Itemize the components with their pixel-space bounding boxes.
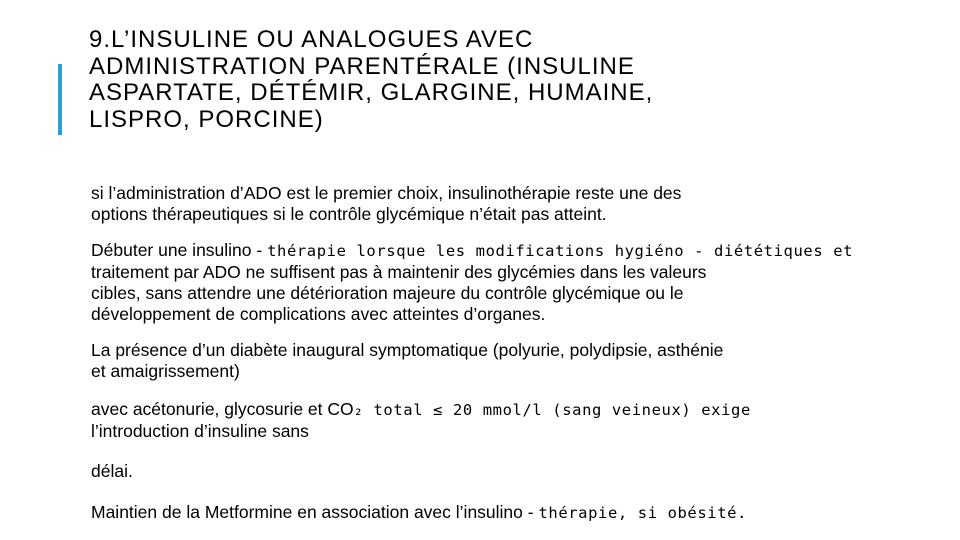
paragraph-text-mono: thérapie lorsque les modifications hygiéno - diététiques et [267, 242, 854, 260]
title-accent-bar [58, 64, 62, 135]
paragraph-text-mono: ₂ total ≤ 20 mmol/l (sang veineux) exige [353, 401, 751, 419]
paragraph-text: traitement par ADO ne suffisent pas à maintenir des glycémies dans les valeurs cibles, sans attendre une détérioration majeure du contrôle glycémique ou le développement de complications avec atteintes d’organes. [91, 262, 707, 324]
paragraph-text: Débuter une insulino - [91, 240, 268, 260]
slide-body [91, 183, 956, 524]
paragraph-metformine [91, 502, 956, 524]
paragraph-acetonurie [91, 399, 956, 442]
paragraph-delai: délai. [91, 461, 133, 481]
paragraph-text: l’introduction d’insuline sans [91, 421, 309, 441]
paragraph-text: Maintien de la Metformine en association avec l’insulino - [91, 502, 539, 522]
paragraph-diabete-inaugural: La présence d’un diabète inaugural symptomatique (polyurie, polydipsie, asthénie et amaigrissement) [91, 340, 724, 381]
slide-title: 9.L’INSULINE OU ANALOGUES AVEC ADMINISTRATION PARENTÉRALE (INSULINE ASPARTATE, DÉTÉMIR, GLARGINE, HUMAINE, LISPRO, PORCINE) [89, 26, 654, 133]
paragraph-debuter-insulinotherapie [91, 240, 956, 325]
paragraph-administration-ado: si l’administration d’ADO est le premier choix, insulinothérapie reste une des options thérapeutiques si le contrôle glycémique n’était pas atteint. [91, 183, 682, 224]
paragraph-text-mono: thérapie, si obésité. [538, 504, 748, 522]
paragraph-text: avec acétonurie, glycosurie et CO [91, 399, 354, 419]
